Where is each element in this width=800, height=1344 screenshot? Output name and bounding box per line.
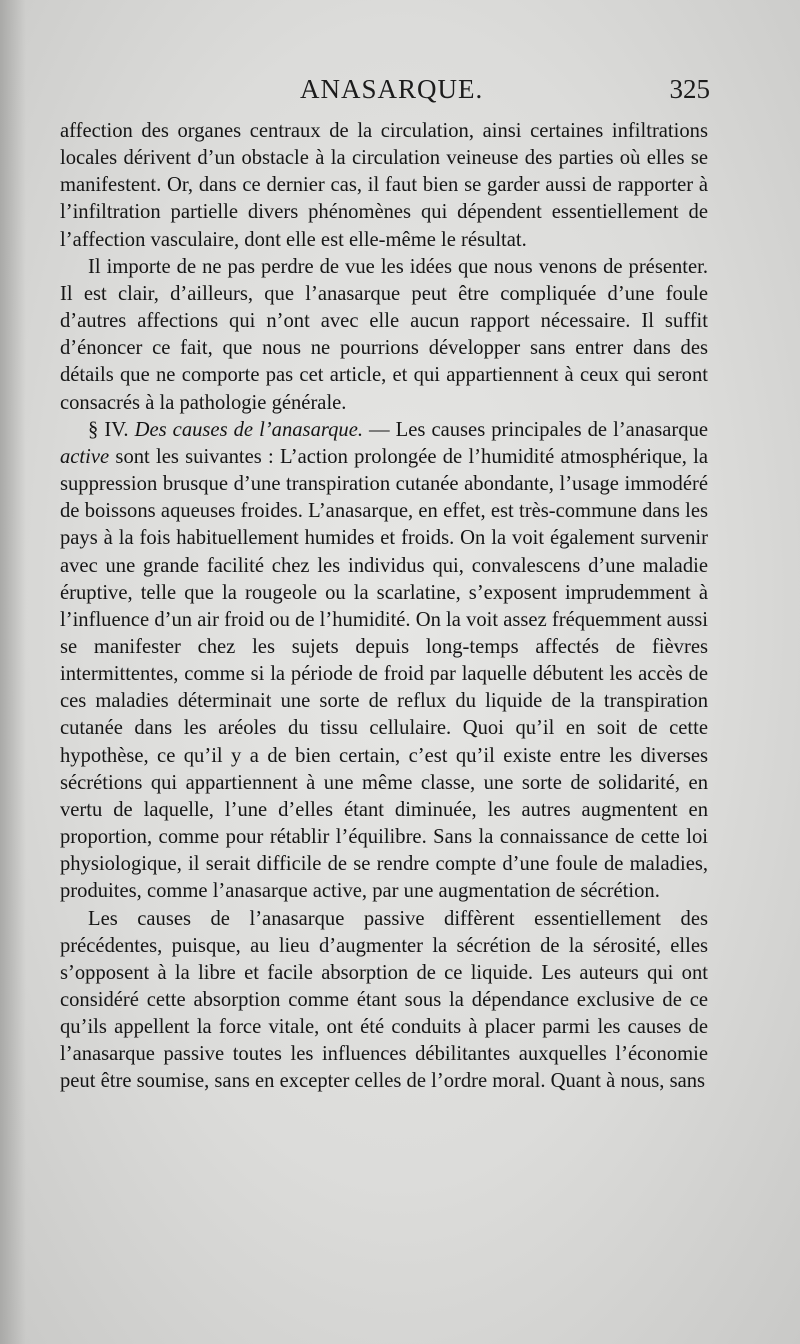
gutter-shadow [0, 0, 26, 1344]
paragraph-1: affection des organes centraux de la circulation, ainsi certaines infiltrations locales dérivent d’un obstacle à la circulation veineuse des parties où elles se manifestent. Or, dans ce dernier cas, il faut bien se garder aussi de rapporter à l’infiltration partielle divers phénomènes qui dépendent essentiellement de l’affection vasculaire, dont elle est elle-même le résultat. [60, 120, 708, 251]
paragraph-2: Il importe de ne pas perdre de vue les idées que nous venons de présenter. Il est clair, d’ailleurs, que l’anasarque peut être compliquée d’une foule d’autres affections qui n’ont avec elle aucun rapport nécessaire. Il suffit d’énoncer ce fait, que nous ne pourrions développer sans entrer dans des détails que ne comporte pas cet article, et qui appartiennent à ceux qui seront consacrés à la pathologie générale. [60, 255, 708, 414]
page-number: 325 [669, 74, 710, 104]
body-text [60, 118, 708, 1096]
section-mark: § IV. [88, 418, 129, 441]
running-title: ANASARQUE. [300, 74, 484, 104]
section-title: Des causes de l’anasarque. [134, 418, 364, 441]
paragraph-4: Les causes de l’anasarque passive diffèrent essentiellement des précédentes, puisque, au lieu d’augmenter la sécrétion de la sérosité, elles s’opposent à la libre et facile absorption de ce liquide. Les auteurs qui ont considéré cette absorption comme étant sous la dépendance exclusive de ce qu’ils appellent la force vitale, ont été conduits à placer parmi les causes de l’anasarque passive toutes les influences débilitantes auxquelles l’économie peut être soumise, sans en excepter celles de l’ordre moral. Quant à nous, sans [60, 907, 708, 1093]
paragraph-3 [60, 417, 708, 906]
italic-word-active: active [60, 445, 110, 468]
paragraph-3-text-a: — Les causes principales de l’anasarque [363, 418, 709, 441]
paragraph-3-text-b: sont les suivantes : L’action prolongée de l’humidité atmosphérique, la suppression brusque d’une transpiration cutanée abondante, l’usage immodéré de boissons aqueuses froides. L’anasarque, en effet, est très-commune dans les pays à la fois habituellement humides et froids. On la voit également survenir avec une grande facilité chez les individus qui, convalescens d’une maladie éruptive, telle que la rougeole ou la scarlatine, s’exposent imprudemment à l’influence d’un air froid ou de l’humidité. On la voit assez fréquemment aussi se manifester chez les sujets depuis long-temps affectés de fièvres intermittentes, comme si la période de froid par laquelle débutent les accès de ces maladies déterminait une sorte de reflux du liquide de la transpiration cutanée dans les aréoles du tissu cellulaire. Quoi qu’il en soit de cette hypothèse, ce qu’il y a de bien certain, c’est qu’il existe entre les diverses sécrétions qui appartiennent à une même classe, une sorte de solidarité, en vertu de laquelle, l’une d’elles étant diminuée, les autres augmentent en proportion, comme pour rétablir l’équilibre. Sans la connaissance de cette loi physiologique, il serait difficile de se rendre compte d’une foule de maladies, produites, comme l’anasarque active, par une augmentation de sécrétion. [60, 445, 708, 903]
running-head [60, 74, 710, 114]
